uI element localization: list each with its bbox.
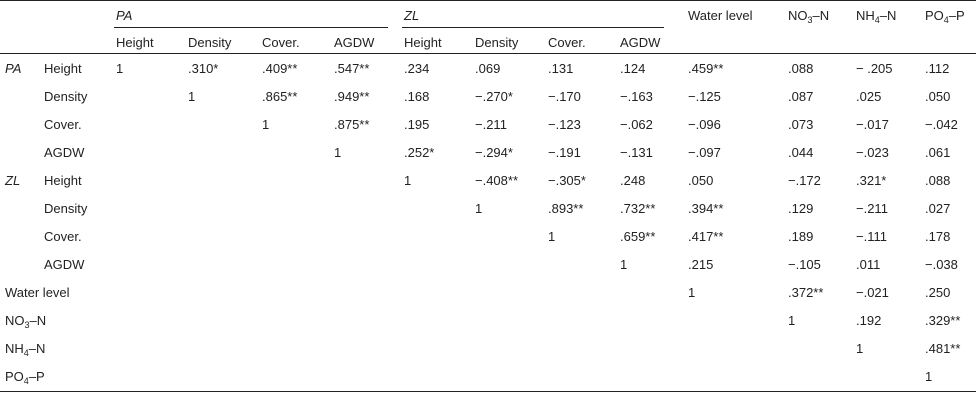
table-cell: −.131 xyxy=(620,145,653,160)
table-cell: .659** xyxy=(620,229,656,244)
column-header-zl-density: Density xyxy=(475,35,519,50)
table-cell: .129 xyxy=(788,201,814,216)
table-cell: −.023 xyxy=(856,145,889,160)
table-cell: − .205 xyxy=(856,61,893,76)
table-cell: −.408** xyxy=(475,173,519,188)
table-cell: 1 xyxy=(475,201,483,216)
column-header-po4-p-subscript: 4 xyxy=(943,15,949,25)
row-group-pa: PA xyxy=(5,61,22,76)
row-label: Density xyxy=(44,89,88,104)
row-label: Height xyxy=(44,173,82,188)
row-label-subscript: 4 xyxy=(23,376,29,386)
table-cell: −.211 xyxy=(475,117,507,132)
table-cell: .195 xyxy=(404,117,430,132)
table-cell: .409** xyxy=(262,61,298,76)
table-cell: 1 xyxy=(262,117,270,132)
table-cell: −.172 xyxy=(788,173,821,188)
table-cell: .875** xyxy=(334,117,370,132)
column-header-po4-p: $PO_4-P$ xyxy=(925,8,965,25)
column-header-pa-height: Height xyxy=(116,35,154,50)
table-cell: .310* xyxy=(188,61,219,76)
table-cell: .124 xyxy=(620,61,646,76)
row-label: $NH_4-N$ xyxy=(5,341,46,358)
group-header-zl: ZL xyxy=(404,8,420,23)
table-cell: 1 xyxy=(856,341,864,356)
table-cell: .073 xyxy=(788,117,814,132)
table-cell: .027 xyxy=(925,201,951,216)
row-label: AGDW xyxy=(44,145,85,160)
table-cell: .025 xyxy=(856,89,882,104)
column-header-zl-height: Height xyxy=(404,35,442,50)
table-cell: .069 xyxy=(475,61,501,76)
table-cell: .192 xyxy=(856,313,882,328)
table-cell: .248 xyxy=(620,173,646,188)
column-header-pa-cover: Cover. xyxy=(262,35,300,50)
row-label: Height xyxy=(44,61,82,76)
table-cell: −.096 xyxy=(688,117,721,132)
table-cell: .459** xyxy=(688,61,724,76)
table-cell: 1 xyxy=(404,173,412,188)
table-cell: .372** xyxy=(788,285,824,300)
table-cell: .250 xyxy=(925,285,951,300)
table-cell: .050 xyxy=(925,89,951,104)
table-cell: .178 xyxy=(925,229,951,244)
table-cell: −.105 xyxy=(788,257,821,272)
pa-group-underline xyxy=(114,27,388,28)
table-cell: .088 xyxy=(788,61,814,76)
table-cell: −.294* xyxy=(475,145,513,160)
row-label: $NO_3-N$ xyxy=(5,313,47,330)
row-label: Water level xyxy=(5,285,70,300)
table-cell: −.211 xyxy=(856,201,888,216)
table-cell: .112 xyxy=(925,61,950,76)
column-header-zl-agdw: AGDW xyxy=(620,35,661,50)
table-cell: .865** xyxy=(262,89,298,104)
table-cell: 1 xyxy=(925,369,933,384)
bottom-rule xyxy=(0,391,976,392)
table-cell: .050 xyxy=(688,173,714,188)
table-cell: .044 xyxy=(788,145,814,160)
table-cell: −.305* xyxy=(548,173,586,188)
table-cell: −.042 xyxy=(925,117,958,132)
table-cell: −.017 xyxy=(856,117,889,132)
table-cell: −.038 xyxy=(925,257,958,272)
group-header-pa: PA xyxy=(116,8,133,23)
table-cell: .417** xyxy=(688,229,724,244)
column-header-pa-agdw: AGDW xyxy=(334,35,375,50)
table-cell: −.097 xyxy=(688,145,721,160)
table-cell: −.270* xyxy=(475,89,513,104)
column-header-water-level: Water level xyxy=(688,8,753,23)
table-cell: .189 xyxy=(788,229,814,244)
table-cell: 1 xyxy=(548,229,556,244)
table-cell: 1 xyxy=(788,313,796,328)
table-cell: .321* xyxy=(856,173,887,188)
table-cell: −.062 xyxy=(620,117,653,132)
zl-group-underline xyxy=(402,27,664,28)
table-cell: .215 xyxy=(688,257,714,272)
table-cell: .234 xyxy=(404,61,430,76)
row-label: AGDW xyxy=(44,257,85,272)
row-label-subscript: 4 xyxy=(23,348,29,358)
table-cell: .252* xyxy=(404,145,435,160)
table-cell: .011 xyxy=(856,257,881,272)
table-cell: .732** xyxy=(620,201,656,216)
table-cell: −.191 xyxy=(548,145,581,160)
table-cell: −.170 xyxy=(548,89,581,104)
column-header-nh4-n-subscript: 4 xyxy=(874,15,880,25)
row-label: Cover. xyxy=(44,117,82,132)
row-label-subscript: 3 xyxy=(24,320,30,330)
top-rule xyxy=(0,0,976,1)
table-cell: .168 xyxy=(404,89,430,104)
table-cell: −.021 xyxy=(856,285,889,300)
column-header-nh4-n: $NH_4-N$ xyxy=(856,8,897,25)
table-cell: 1 xyxy=(334,145,342,160)
table-cell: .088 xyxy=(925,173,951,188)
row-group-zl: ZL xyxy=(5,173,21,188)
row-label: Cover. xyxy=(44,229,82,244)
table-cell: 1 xyxy=(688,285,696,300)
row-label: Density xyxy=(44,201,88,216)
table-cell: .329** xyxy=(925,313,961,328)
table-cell: 1 xyxy=(116,61,124,76)
table-cell: −.125 xyxy=(688,89,721,104)
table-cell: .131 xyxy=(548,61,574,76)
table-cell: .893** xyxy=(548,201,584,216)
header-bottom-rule xyxy=(0,53,976,54)
column-header-no3-n: $NO_3-N$ xyxy=(788,8,830,25)
table-cell: −.163 xyxy=(620,89,653,104)
table-cell: .394** xyxy=(688,201,724,216)
column-header-no3-n-subscript: 3 xyxy=(807,15,813,25)
table-cell: −.123 xyxy=(548,117,581,132)
table-cell: .061 xyxy=(925,145,951,160)
table-cell: .481** xyxy=(925,341,961,356)
table-cell: .949** xyxy=(334,89,370,104)
table-cell: .547** xyxy=(334,61,370,76)
table-cell: 1 xyxy=(620,257,628,272)
column-header-pa-density: Density xyxy=(188,35,232,50)
table-cell: .087 xyxy=(788,89,814,104)
table-cell: 1 xyxy=(188,89,196,104)
table-cell: −.111 xyxy=(856,229,887,244)
row-label: $PO_4-P$ xyxy=(5,369,45,386)
column-header-zl-cover: Cover. xyxy=(548,35,586,50)
